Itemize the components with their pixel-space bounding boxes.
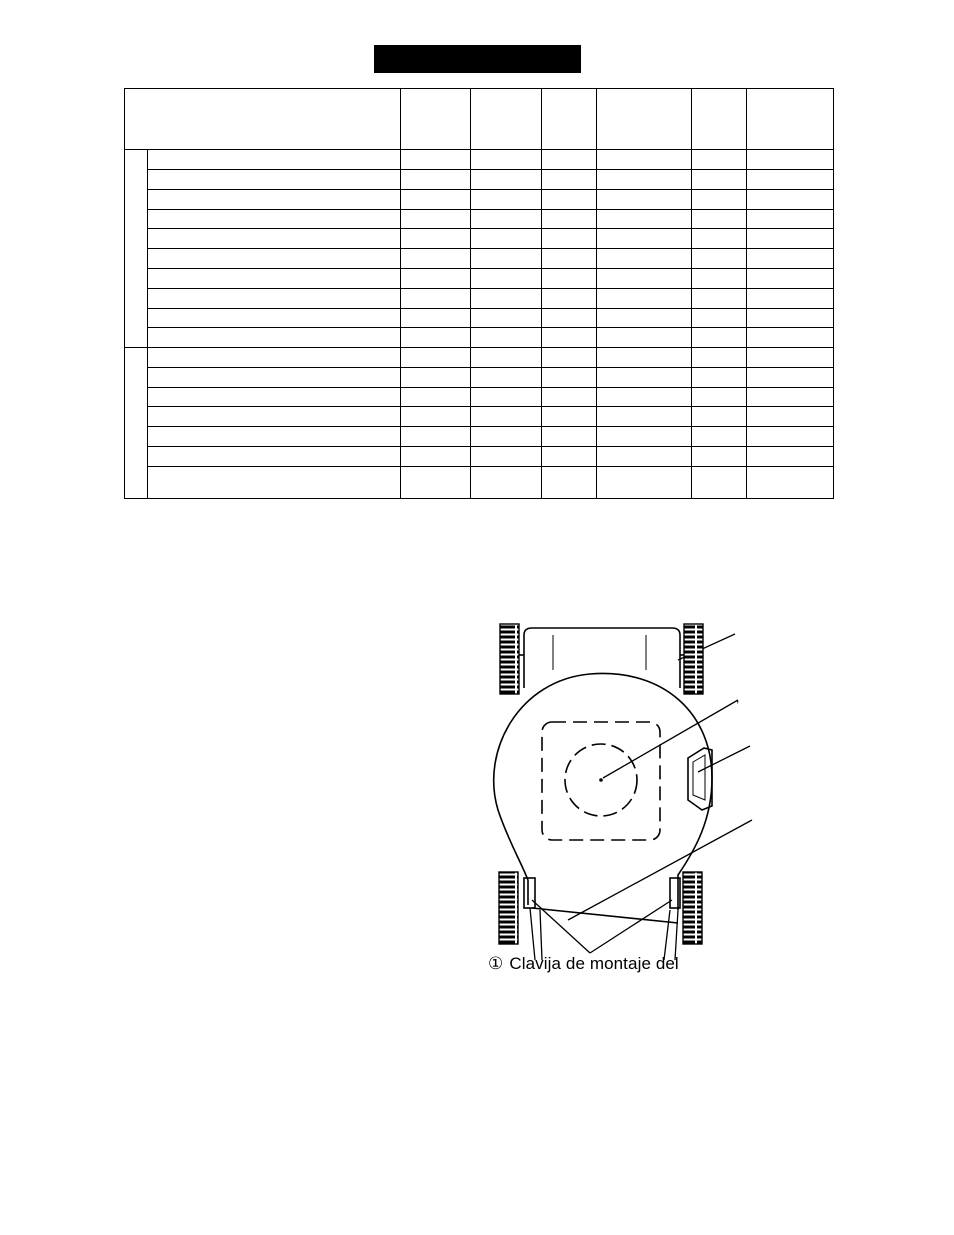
table-cell	[542, 466, 597, 498]
mower-underside-diagram	[480, 610, 760, 960]
table-cell	[542, 268, 597, 288]
table-cell	[148, 229, 401, 249]
mounting-pin-left	[524, 878, 535, 908]
header-cell	[471, 89, 542, 150]
mower-deck-outline	[494, 673, 712, 885]
table-cell	[471, 407, 542, 427]
table-cell	[471, 348, 542, 368]
table-cell	[471, 229, 542, 249]
table-cell	[401, 288, 471, 308]
header-cell	[597, 89, 692, 150]
table-cell	[747, 268, 834, 288]
table-cell	[597, 150, 692, 170]
table-cell	[542, 288, 597, 308]
table-cell	[747, 229, 834, 249]
header-cell	[692, 89, 747, 150]
table-cell	[692, 209, 747, 229]
table-cell	[692, 328, 747, 348]
table-cell	[597, 407, 692, 427]
callout-partial-label: ,	[736, 691, 740, 705]
table-cell	[471, 288, 542, 308]
table-cell	[542, 427, 597, 447]
table-cell	[692, 189, 747, 209]
table-cell	[148, 288, 401, 308]
table-cell	[401, 328, 471, 348]
table-cell	[597, 446, 692, 466]
table-cell	[148, 446, 401, 466]
table-cell	[692, 229, 747, 249]
table-row	[125, 189, 834, 209]
table-cell	[471, 189, 542, 209]
table-cell	[747, 348, 834, 368]
table-cell	[597, 308, 692, 328]
table-cell	[542, 189, 597, 209]
wheel-front-right	[683, 872, 702, 944]
table-cell	[747, 308, 834, 328]
table-cell	[692, 348, 747, 368]
table-cell	[471, 170, 542, 190]
group-a-label-cell	[125, 150, 148, 348]
table-cell	[401, 170, 471, 190]
table-cell	[471, 427, 542, 447]
table-cell	[401, 308, 471, 328]
table-cell	[692, 407, 747, 427]
table-cell	[471, 367, 542, 387]
table-cell	[597, 288, 692, 308]
wheel-rear-left	[500, 624, 519, 694]
table-cell	[148, 249, 401, 269]
table-cell	[747, 189, 834, 209]
table-cell	[401, 249, 471, 269]
table-cell	[148, 466, 401, 498]
header-cell-item	[125, 89, 401, 150]
table-cell	[471, 268, 542, 288]
table-cell	[148, 268, 401, 288]
table-cell	[597, 229, 692, 249]
table-cell	[542, 407, 597, 427]
table-cell	[542, 446, 597, 466]
table-row	[125, 446, 834, 466]
table-cell	[542, 249, 597, 269]
side-grip-recess	[688, 748, 712, 810]
table-cell	[401, 268, 471, 288]
table-cell	[148, 407, 401, 427]
table-cell	[401, 407, 471, 427]
table-cell	[401, 229, 471, 249]
table-cell	[542, 367, 597, 387]
table-cell	[747, 170, 834, 190]
table-cell	[597, 189, 692, 209]
table-cell	[401, 466, 471, 498]
table-cell	[597, 367, 692, 387]
table-cell	[148, 170, 401, 190]
table-row	[125, 328, 834, 348]
table-cell	[401, 189, 471, 209]
table-cell	[692, 268, 747, 288]
table-cell	[471, 466, 542, 498]
table-cell	[747, 150, 834, 170]
table-cell	[471, 209, 542, 229]
table-cell	[471, 308, 542, 328]
table-row	[125, 268, 834, 288]
table-cell	[692, 466, 747, 498]
wheel-rear-right	[684, 624, 703, 694]
caption-marker: ①	[488, 954, 504, 973]
table-cell	[542, 328, 597, 348]
table-cell	[148, 150, 401, 170]
table-cell	[401, 446, 471, 466]
table-cell	[148, 348, 401, 368]
table-cell	[747, 367, 834, 387]
table-cell	[747, 387, 834, 407]
table-cell	[597, 348, 692, 368]
table-cell	[471, 328, 542, 348]
table-cell	[747, 328, 834, 348]
table-cell	[471, 387, 542, 407]
table-cell	[542, 348, 597, 368]
header-cell	[542, 89, 597, 150]
figure-caption	[488, 954, 679, 974]
table-cell	[747, 407, 834, 427]
table-cell	[542, 308, 597, 328]
table-cell	[597, 209, 692, 229]
wheel-front-left	[499, 872, 518, 944]
table-cell	[597, 427, 692, 447]
maintenance-schedule-table	[124, 88, 834, 499]
table-cell	[471, 150, 542, 170]
table-cell	[692, 308, 747, 328]
table-cell	[747, 427, 834, 447]
table-cell	[148, 308, 401, 328]
table-cell	[148, 328, 401, 348]
table-cell	[692, 387, 747, 407]
table-cell	[401, 150, 471, 170]
table-cell	[747, 288, 834, 308]
table-row	[125, 209, 834, 229]
table-row	[125, 367, 834, 387]
table-cell	[401, 427, 471, 447]
table-cell	[401, 387, 471, 407]
caption-text: Clavija de montaje del	[509, 954, 679, 973]
section-title-bar	[374, 45, 581, 73]
rear-discharge-chute	[524, 628, 680, 688]
table-cell	[597, 249, 692, 269]
table-cell	[148, 387, 401, 407]
table-cell	[542, 209, 597, 229]
table-row	[125, 150, 834, 170]
header-cell	[747, 89, 834, 150]
table-cell	[542, 387, 597, 407]
table-row	[125, 407, 834, 427]
table-cell	[597, 387, 692, 407]
table-cell	[148, 427, 401, 447]
table-cell	[692, 249, 747, 269]
table-cell	[597, 328, 692, 348]
table-cell	[692, 367, 747, 387]
table-cell	[692, 446, 747, 466]
table-cell	[747, 446, 834, 466]
group-b-label-cell	[125, 348, 148, 499]
table-cell	[471, 249, 542, 269]
table-cell	[401, 348, 471, 368]
table-row	[125, 249, 834, 269]
table-cell	[692, 288, 747, 308]
table-cell	[401, 367, 471, 387]
table-cell	[148, 209, 401, 229]
table-cell	[542, 150, 597, 170]
table-cell	[692, 150, 747, 170]
table-cell	[148, 189, 401, 209]
table-header-row	[125, 89, 834, 150]
table-row	[125, 466, 834, 498]
table-cell	[148, 367, 401, 387]
table-cell	[747, 209, 834, 229]
table-cell	[542, 170, 597, 190]
table-cell	[542, 229, 597, 249]
table-cell	[597, 268, 692, 288]
table-row	[125, 348, 834, 368]
table-row	[125, 387, 834, 407]
table-cell	[747, 249, 834, 269]
table-row	[125, 288, 834, 308]
table-row	[125, 427, 834, 447]
table-cell	[692, 170, 747, 190]
table-cell	[692, 427, 747, 447]
table-cell	[747, 466, 834, 498]
header-cell	[401, 89, 471, 150]
table-cell	[471, 446, 542, 466]
table-row	[125, 308, 834, 328]
table-cell	[401, 209, 471, 229]
table-cell	[597, 466, 692, 498]
table-row	[125, 229, 834, 249]
table-cell	[597, 170, 692, 190]
table-row	[125, 170, 834, 190]
